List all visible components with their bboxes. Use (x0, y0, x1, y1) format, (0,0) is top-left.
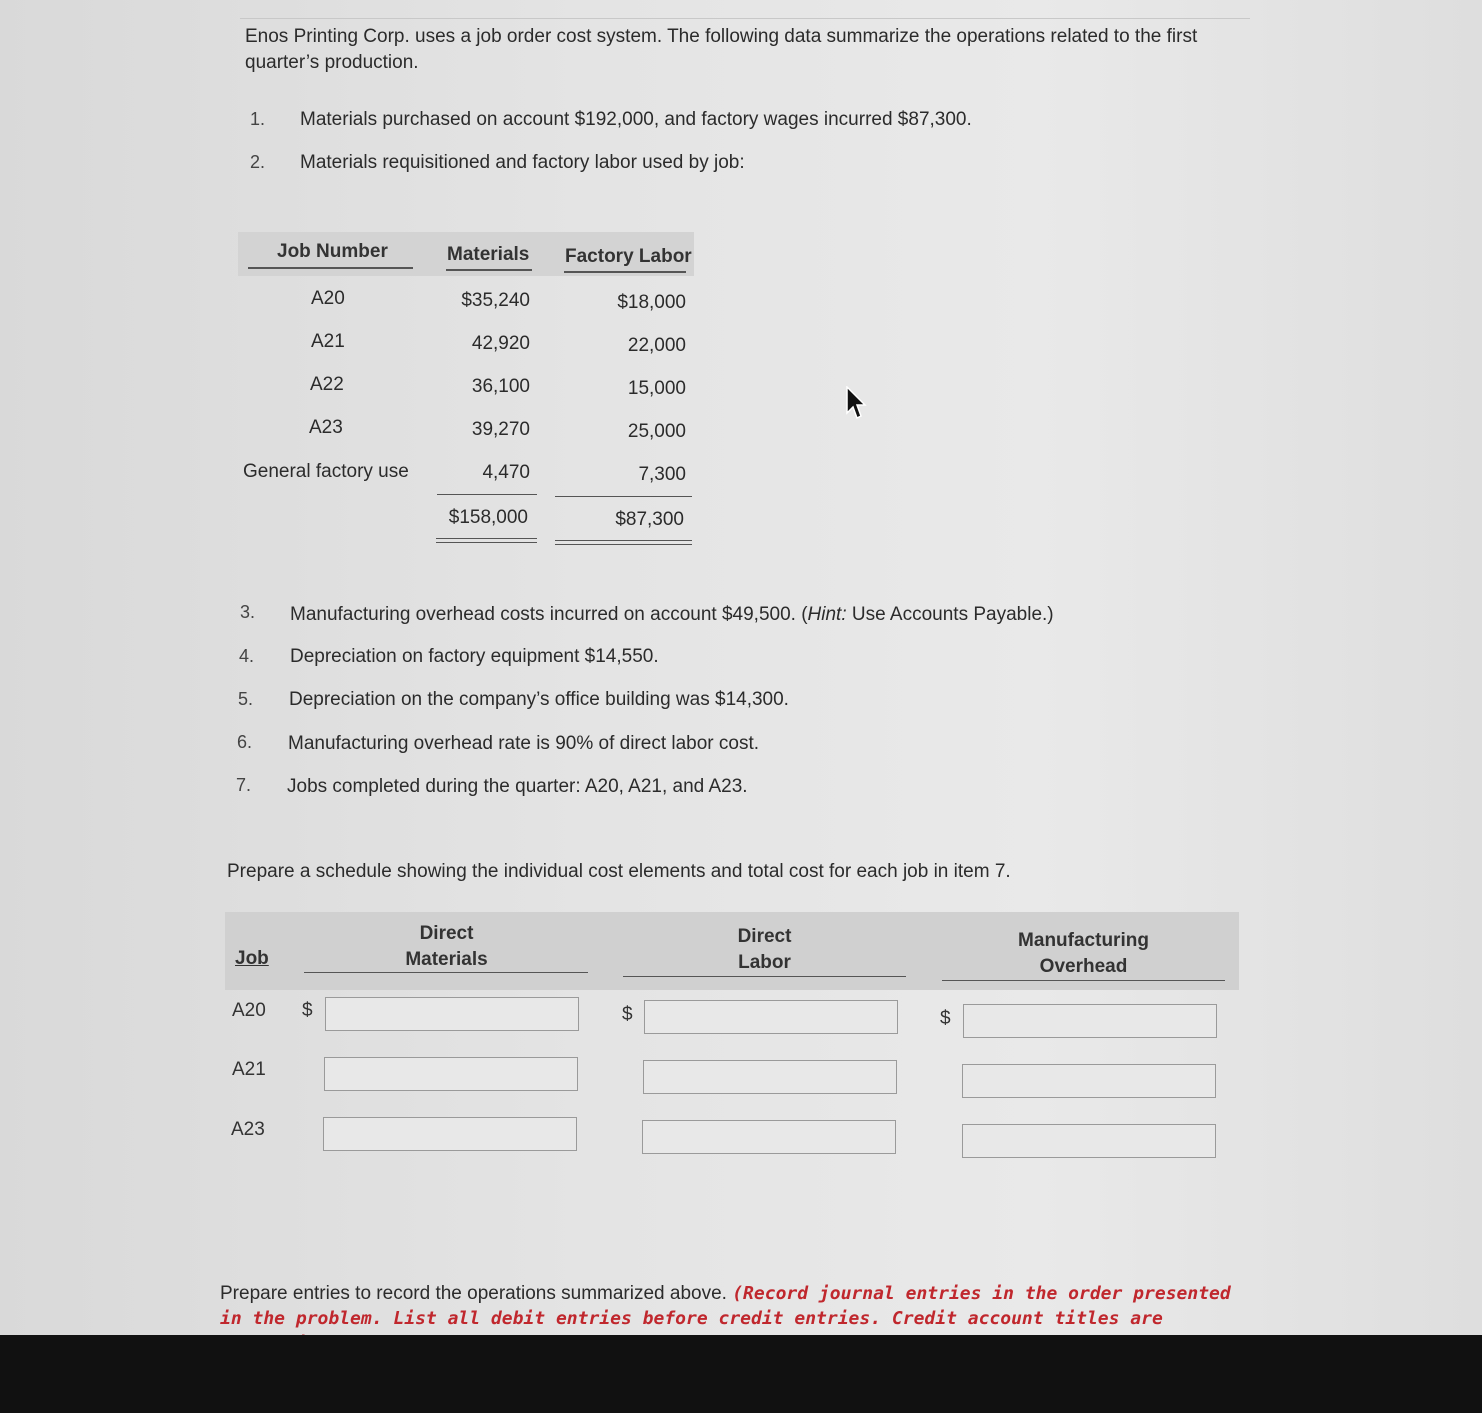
header-materials: Materials (447, 244, 530, 265)
a20-overhead-input[interactable] (963, 1004, 1217, 1038)
item-number: 5. (238, 689, 254, 709)
row-materials: 4,470 (482, 462, 530, 483)
row-labor: $18,000 (617, 292, 686, 313)
double-underline (436, 542, 537, 543)
item-number: 4. (239, 646, 255, 666)
schedule-instruction: Prepare a schedule showing the individual cost elements and total cost for each job in item 7. (227, 861, 1011, 882)
a20-direct-labor-input[interactable] (644, 1000, 898, 1034)
a20-direct-materials-input[interactable] (325, 997, 579, 1031)
header-direct-labor: Direct Labor (737, 926, 792, 973)
a21-direct-labor-input[interactable] (643, 1060, 897, 1094)
a23-direct-materials-input[interactable] (323, 1117, 577, 1151)
job-label: A23 (231, 1119, 265, 1140)
item-text: Jobs completed during the quarter: A20, A21, and A23. (287, 776, 748, 797)
double-underline (555, 540, 692, 541)
currency-symbol: $ (622, 1004, 633, 1025)
item-text: Materials requisitioned and factory labor used by job: (300, 152, 745, 173)
item-text: Manufacturing overhead costs incurred on account $49,500. (Hint: Use Accounts Payable.) (290, 604, 1054, 625)
row-materials: 36,100 (471, 376, 530, 397)
row-materials: 42,920 (471, 333, 530, 354)
item-number: 3. (240, 602, 256, 622)
divider (240, 18, 1250, 19)
job-label: A20 (232, 1000, 266, 1021)
row-job: General factory use (243, 461, 409, 482)
header-underline (623, 976, 906, 977)
row-job: A22 (310, 374, 344, 395)
a23-overhead-input[interactable] (962, 1124, 1216, 1158)
double-underline (436, 538, 537, 539)
item-text: Depreciation on the company’s office building was $14,300. (289, 689, 789, 710)
header-underline (304, 972, 588, 973)
row-materials: $35,240 (461, 290, 530, 311)
row-labor: 7,300 (638, 464, 686, 485)
row-labor: 15,000 (627, 378, 686, 399)
currency-symbol: $ (940, 1008, 951, 1029)
header-job: Job (235, 948, 269, 969)
item-number: 2. (250, 152, 266, 172)
total-materials: $158,000 (448, 507, 528, 528)
item-text: Materials purchased on account $192,000, and factory wages incurred $87,300. (300, 109, 972, 130)
journal-instruction: Prepare entries to record the operations summarized above. (Record journal entries in the order presented in the problem. List all debit entries before credit entries. Credit account titles are (220, 1283, 1231, 1329)
a21-overhead-input[interactable] (962, 1064, 1216, 1098)
job-label: A21 (232, 1059, 266, 1080)
row-job: A21 (311, 331, 345, 352)
item-number: 1. (250, 109, 266, 129)
header-direct-materials: Direct Materials (405, 923, 488, 970)
problem-intro: Enos Printing Corp. uses a job order cost system. The following data summarize the operations related to the first quarter’s production. (245, 26, 1198, 73)
header-job-number: Job Number (277, 241, 388, 262)
total-labor: $87,300 (615, 509, 684, 530)
currency-symbol: $ (302, 1000, 313, 1021)
sum-line (437, 494, 537, 495)
header-manufacturing-overhead: Manufacturing Overhead (1018, 930, 1149, 977)
a23-direct-labor-input[interactable] (642, 1120, 896, 1154)
header-underline (942, 980, 1225, 981)
double-underline (555, 544, 692, 545)
header-underline (248, 267, 413, 269)
row-labor: 25,000 (627, 421, 686, 442)
row-materials: 39,270 (471, 419, 530, 440)
item-text: Manufacturing overhead rate is 90% of direct labor cost. (288, 733, 760, 754)
header-underline (446, 269, 532, 271)
row-job: A20 (311, 288, 345, 309)
sum-line (555, 496, 692, 497)
a21-direct-materials-input[interactable] (324, 1057, 578, 1091)
item-number: 7. (236, 775, 252, 795)
row-job: A23 (309, 417, 343, 438)
item-number: 6. (237, 732, 253, 752)
mouse-pointer-icon (845, 386, 869, 422)
header-factory-labor: Factory Labor (565, 246, 692, 267)
header-underline (564, 271, 686, 273)
item-text: Depreciation on factory equipment $14,550. (290, 646, 659, 667)
row-labor: 22,000 (627, 335, 686, 356)
monitor-bezel (0, 1335, 1482, 1413)
